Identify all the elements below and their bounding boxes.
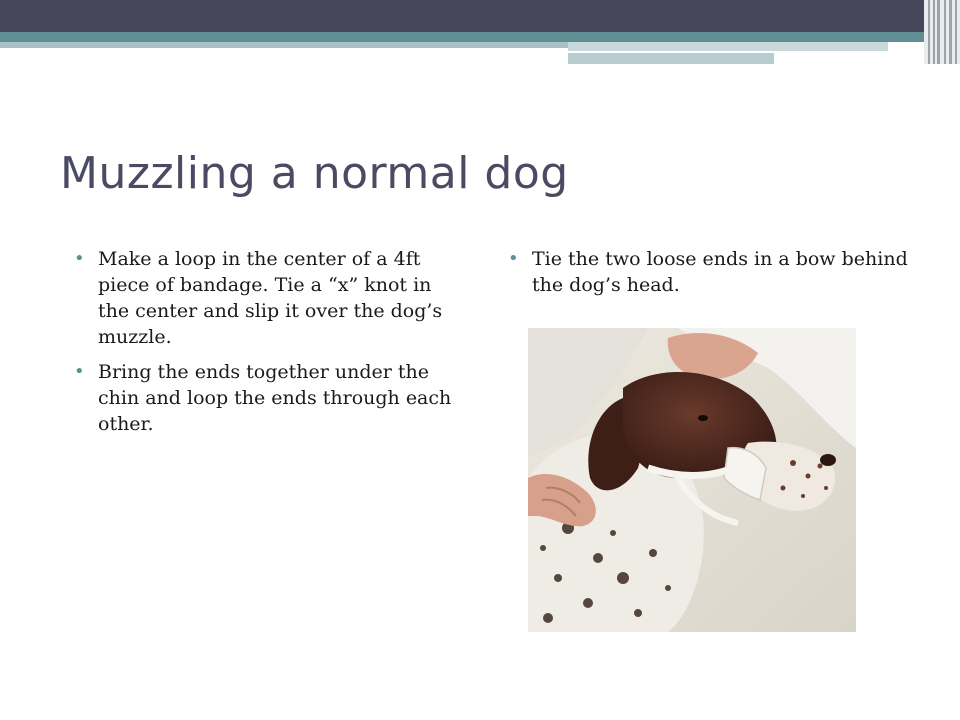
- list-item: [74, 246, 454, 350]
- bullet-icon: •: [74, 248, 85, 269]
- bullet-text: Make a loop in the center of a 4ft piece of bandage. Tie a “x” knot in the center and slip it over the dog’s muzzle.: [98, 248, 443, 348]
- header-accent-bar: [0, 42, 568, 48]
- dog-photo: [528, 328, 856, 632]
- header-divider-line: [568, 51, 888, 53]
- header-band: [0, 0, 960, 32]
- header-accent-band: [0, 32, 960, 42]
- list-item: [508, 246, 908, 298]
- header-corner-stripes: [924, 0, 960, 64]
- bullet-icon: •: [508, 248, 519, 269]
- header-accent-bar-lower: [568, 52, 774, 64]
- right-bullet-list: [508, 246, 908, 307]
- bullet-text: Tie the two loose ends in a bow behind the dog’s head.: [532, 248, 908, 296]
- bullet-text: Bring the ends together under the chin and loop the ends through each other.: [98, 361, 452, 435]
- left-bullet-list: [74, 246, 454, 446]
- bullet-icon: •: [74, 361, 85, 382]
- list-item: [74, 359, 454, 437]
- slide-title: Muzzling a normal dog: [60, 148, 569, 199]
